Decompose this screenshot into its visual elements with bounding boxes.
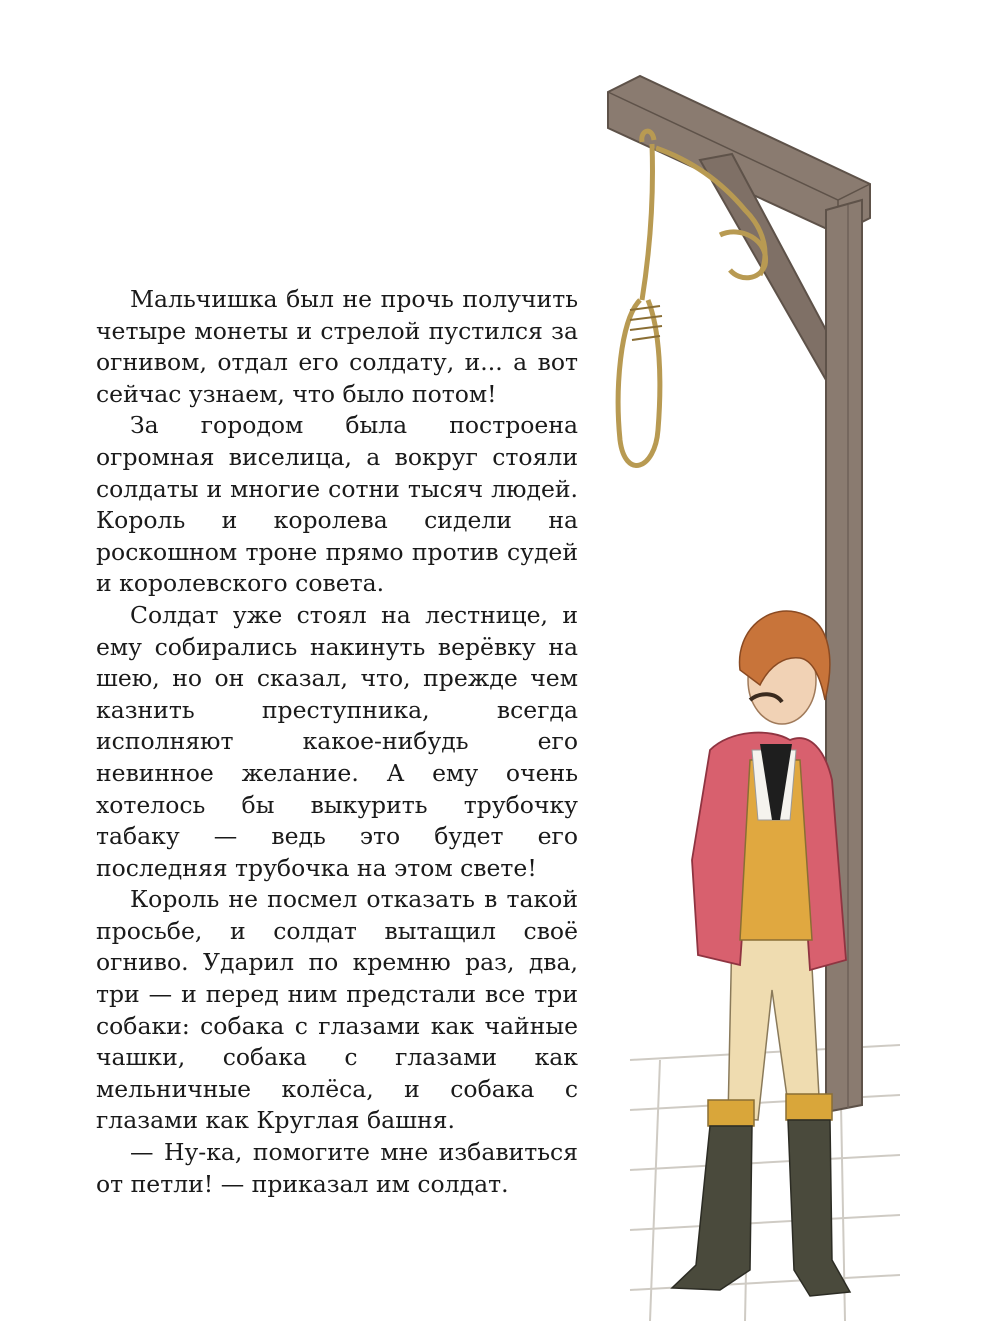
paragraph-4: Король не посмел отказать в такой просьбе, и солдат вытащил своё огниво. Ударил по кремню раз, два, три — и перед ним предстали все три собаки: собака с глазами как чайные чашки, собака с глазами как мельничные колёса, и собака с глазами как Круглая башня. [96, 885, 578, 1135]
gallows-post [826, 200, 862, 1112]
gallows-illustration [600, 60, 900, 1321]
soldier-trousers [728, 930, 820, 1120]
boot-cuff-left [708, 1100, 754, 1126]
paragraph-1: Мальчишка был не прочь получить четыре монеты и стрелой пустился за огнивом, отдал его солдату, и... а вот сейчас узнаем, что было потом! [96, 285, 578, 408]
soldier-figure [672, 611, 850, 1296]
boot-left [672, 1126, 752, 1290]
paragraph-2: За городом была построена огромная виселица, а вокруг стояли солдаты и многие сотни тысяч людей. Король и королева сидели на роскошном троне прямо против судей и королевского совета. [96, 411, 578, 598]
boot-right [788, 1120, 850, 1296]
paragraph-3: Солдат уже стоял на лестнице, и ему собирались накинуть верёвку на шею, но он сказал, что, прежде чем казнить преступника, всегда исполняют какое-нибудь его невинное желание. А ему очень хотелось бы выкурить трубочку табаку — ведь это будет его последняя трубочка на этом свете! [96, 600, 578, 882]
paragraph-5: — Ну-ка, помогите мне избавиться от петли! — приказал им солдат. [96, 1138, 578, 1198]
story-text [96, 284, 578, 1200]
boot-cuff-right [786, 1094, 832, 1120]
